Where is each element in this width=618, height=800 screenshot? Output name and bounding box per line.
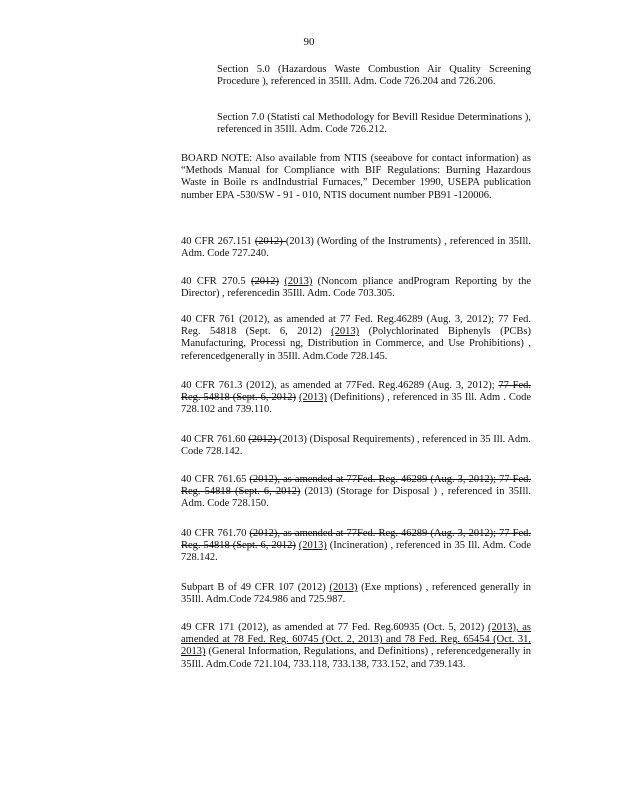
- text-run: (Noncom pliance andProgram Reporting by the Director) , referencedin 35Ill. Adm. Code 703.305.: [181, 276, 531, 300]
- text-run: 40 CFR 761.65: [181, 474, 250, 485]
- text-run: BOARD NOTE: Also available from NTIS (seeabove for contact information) as “Methods Manual for Compliance with BIF Regulations: Burning Hazardous Waste in Boile rs andIndustrial Furnaces,” December 1990, USEPA publication number EPA -530/SW - 91 - 010, NTIS document number PB91 -120006.: [181, 153, 531, 201]
- text-run: Section 7.0 (Statisti cal Methodology for Bevill Residue Determinations ), referenced in 35Ill. Adm. Code 726.212.: [217, 112, 531, 136]
- page-number: 90: [303, 36, 315, 48]
- text-run: 40 CFR 761.60: [181, 434, 249, 445]
- text-run: Subpart B of 49 CFR 107 (2012): [181, 582, 330, 593]
- text-run: Section 5.0 (Hazardous Waste Combustion Air Quality Screening Procedure ), referenced in 35Ill. Adm. Code 726.204 and 726.206.: [217, 64, 531, 88]
- text-run: 40 CFR 761.70: [181, 528, 250, 539]
- reference-40cfr-761-65: [181, 474, 531, 511]
- text-run: (2013) (Storage for Disposal ) , referenced in 35Ill. Adm. Code 728.150.: [181, 486, 532, 510]
- reference-40cfr-761-60: [181, 434, 531, 458]
- reference-40cfr-761: [181, 314, 531, 363]
- reference-49cfr-107: [181, 582, 531, 606]
- deleted-text: 77 Fed. Reg. 54818 (Sept. 6, 2012): [181, 380, 531, 404]
- deleted-text: (2012), as amended at 77Fed. Reg. 46289 (Aug. 3, 2012); 77 Fed. Reg. 54818 (Sept. 6, 2012): [181, 474, 531, 498]
- text-run: (2013) (Disposal Requirements) , referenced in 35 Ill. Adm. Code 728.142.: [181, 434, 531, 458]
- reference-section-5: [217, 64, 531, 88]
- text-run: 40 CFR 761.3 (2012), as amended at 77Fed. Reg.46289 (Aug. 3, 2012);: [181, 380, 499, 391]
- text-run: (Incineration) , referenced in 35 Ill. Adm. Code 728.142.: [181, 540, 532, 564]
- text-run: (General Information, Regulations, and Definitions) , referencedgenerally in 35Ill. Adm.Code 721.104, 733.118, 733.138, 733.152, and 739.143.: [181, 646, 531, 670]
- reference-40cfr-267-151: [181, 236, 531, 260]
- deleted-text: (2012): [254, 236, 286, 247]
- deleted-text: (2012): [251, 276, 279, 287]
- inserted-text: (2013): [298, 540, 327, 552]
- text-run: (Definitions) , referenced in 35 Ill. Adm . Code 728.102 and 739.110.: [181, 392, 532, 416]
- reference-40cfr-761-3: [181, 380, 531, 417]
- text-run: 40 CFR 270.5: [181, 276, 251, 287]
- text-run: 49 CFR 171 (2012), as amended at 77 Fed. Reg.60935 (Oct. 5, 2012): [181, 622, 488, 633]
- reference-40cfr-270-5: [181, 276, 531, 300]
- board-note: [181, 153, 531, 202]
- text-run: (2013) (Wording of the Instruments) , referenced in 35Ill. Adm. Code 727.240.: [181, 236, 531, 260]
- text-run: 40 CFR 267.151: [181, 236, 255, 247]
- text-run: (Polychlorinated Biphenyls (PCBs) Manufacturing, Processi ng, Distribution in Commerce, and Use Prohibitions) , referencedgenerally in 35Ill. Adm.Code 728.145.: [181, 326, 531, 362]
- reference-40cfr-761-70: [181, 528, 531, 565]
- inserted-text: (2013): [298, 392, 327, 404]
- deleted-text: (2012): [248, 434, 279, 445]
- inserted-text: (2013): [331, 326, 360, 338]
- deleted-text: (2012), as amended at 77Fed. Reg. 46289 (Aug. 3, 2012); 77 Fed. Reg. 54818 (Sept. 6, 2012): [181, 528, 531, 552]
- inserted-text: (2013): [329, 582, 358, 593]
- inserted-text: (2013), as amended at 78 Fed. Reg. 60745 (Oct. 2, 2013) and 78 Fed. Reg. 65454 (Oct. 31, 2013): [181, 622, 531, 658]
- text-run: 40 CFR 761 (2012), as amended at 77 Fed. Reg.46289 (Aug. 3, 2012); 77 Fed. Reg. 54818 (Sept. 6, 2012): [181, 314, 531, 338]
- reference-section-7: [217, 112, 531, 136]
- reference-49cfr-171: [181, 622, 531, 671]
- text-run: (Exe mptions) , referenced generally in 35Ill. Adm.Code 724.986 and 725.987.: [181, 582, 531, 606]
- inserted-text: (2013): [284, 276, 313, 287]
